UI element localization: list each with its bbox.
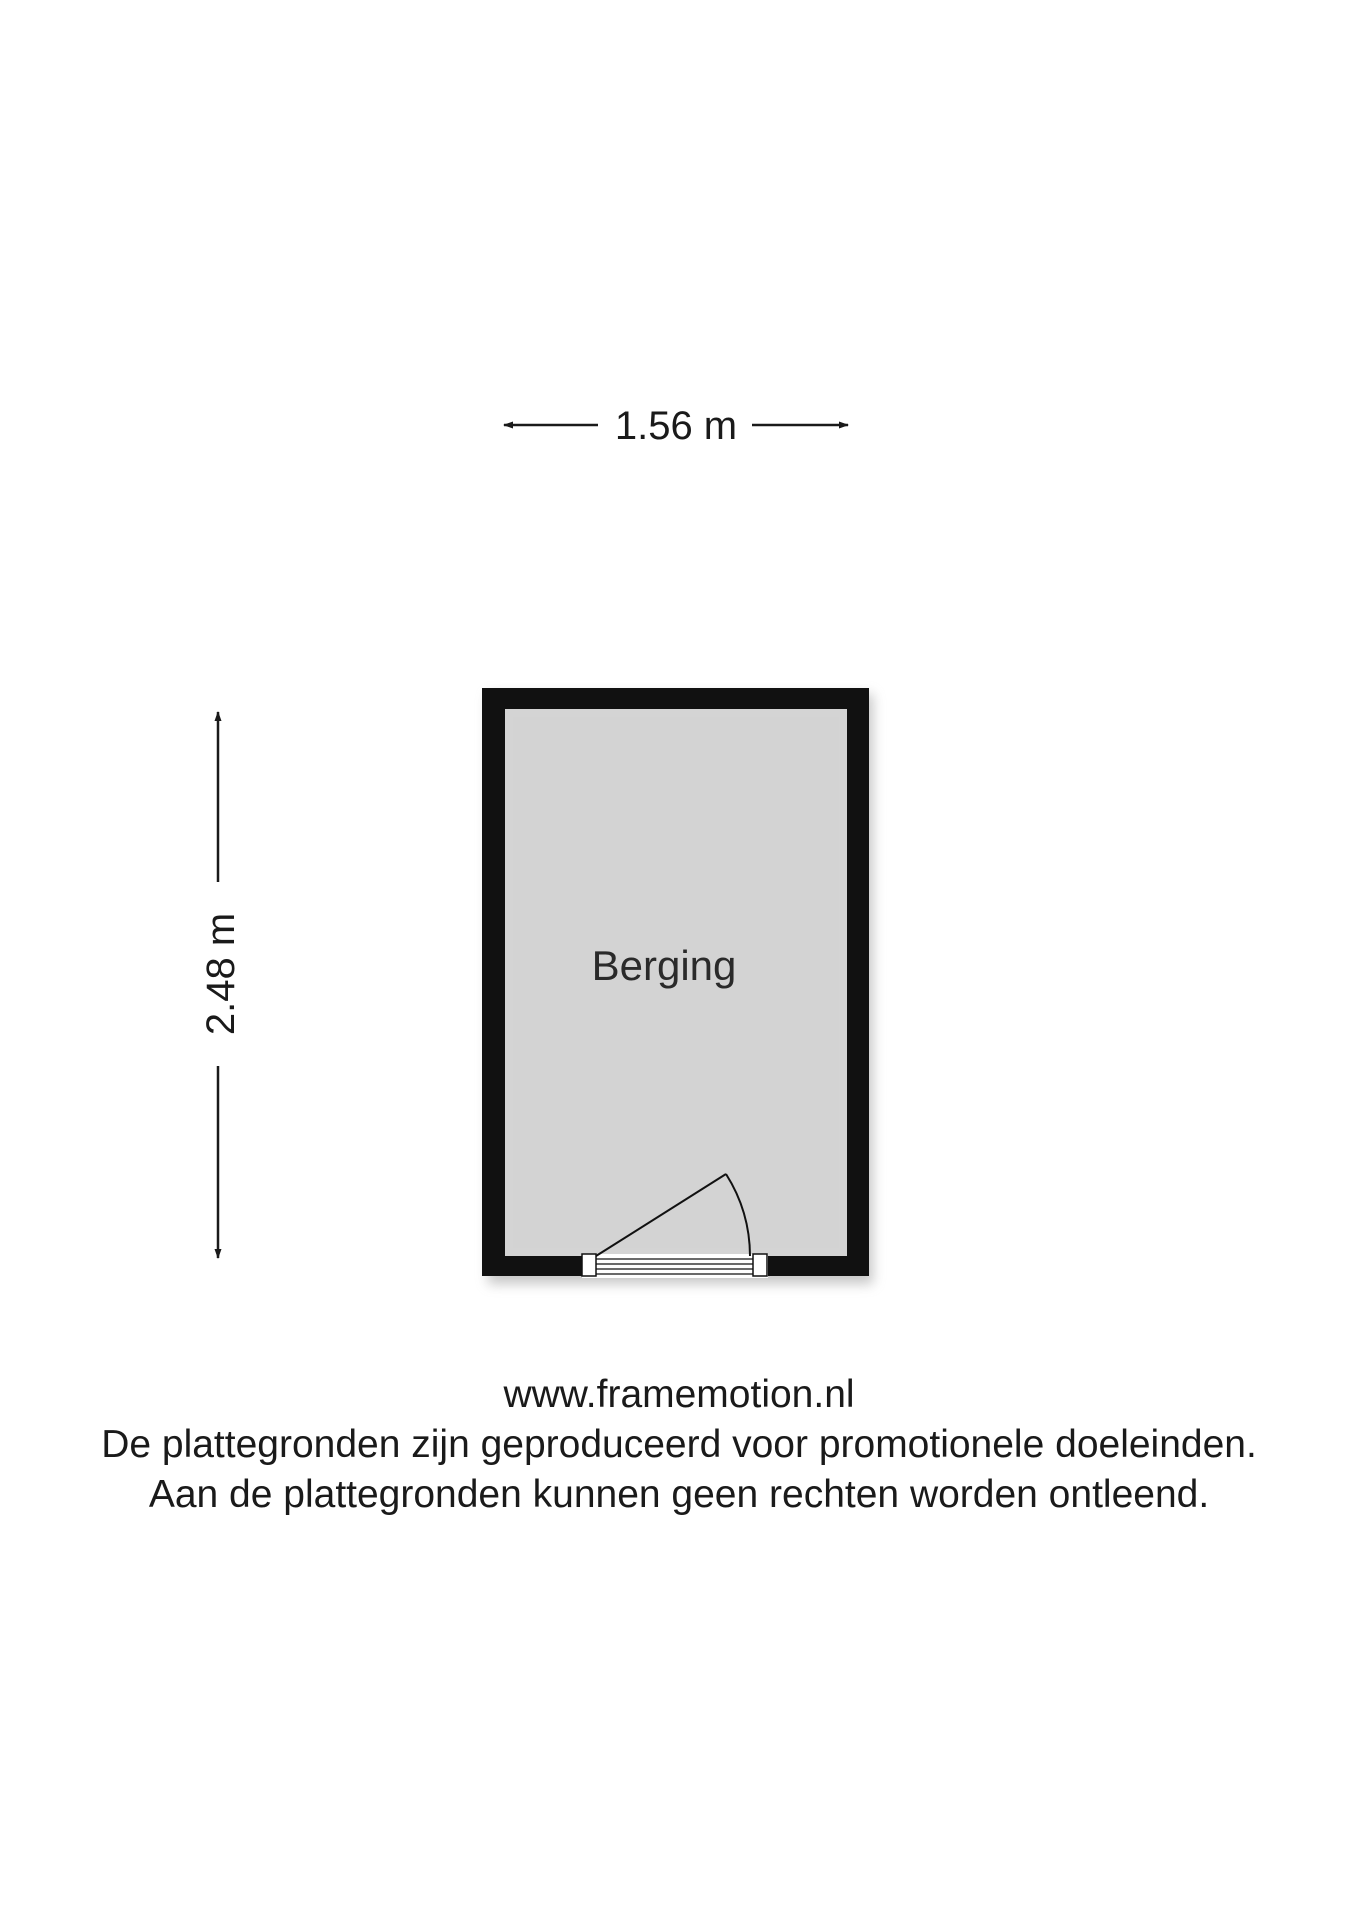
footer-disclaimer-line-1: De plattegronden zijn geproduceerd voor promotionele doeleinden. (101, 1423, 1257, 1466)
room-label: Berging (591, 942, 737, 989)
height-label: 2.48 m (199, 912, 243, 1036)
height-dimension (199, 712, 243, 1258)
footer-website: www.framemotion.nl (503, 1373, 855, 1416)
footer (0, 1370, 1358, 1520)
door-jamb-left (582, 1254, 596, 1276)
door-jamb-right (753, 1254, 767, 1276)
width-dimension (504, 404, 848, 448)
footer-disclaimer-line-2: Aan de plattegronden kunnen geen rechten worden ontleend. (148, 1473, 1210, 1516)
room-berging (482, 688, 873, 1284)
width-label: 1.56 m (614, 404, 738, 448)
